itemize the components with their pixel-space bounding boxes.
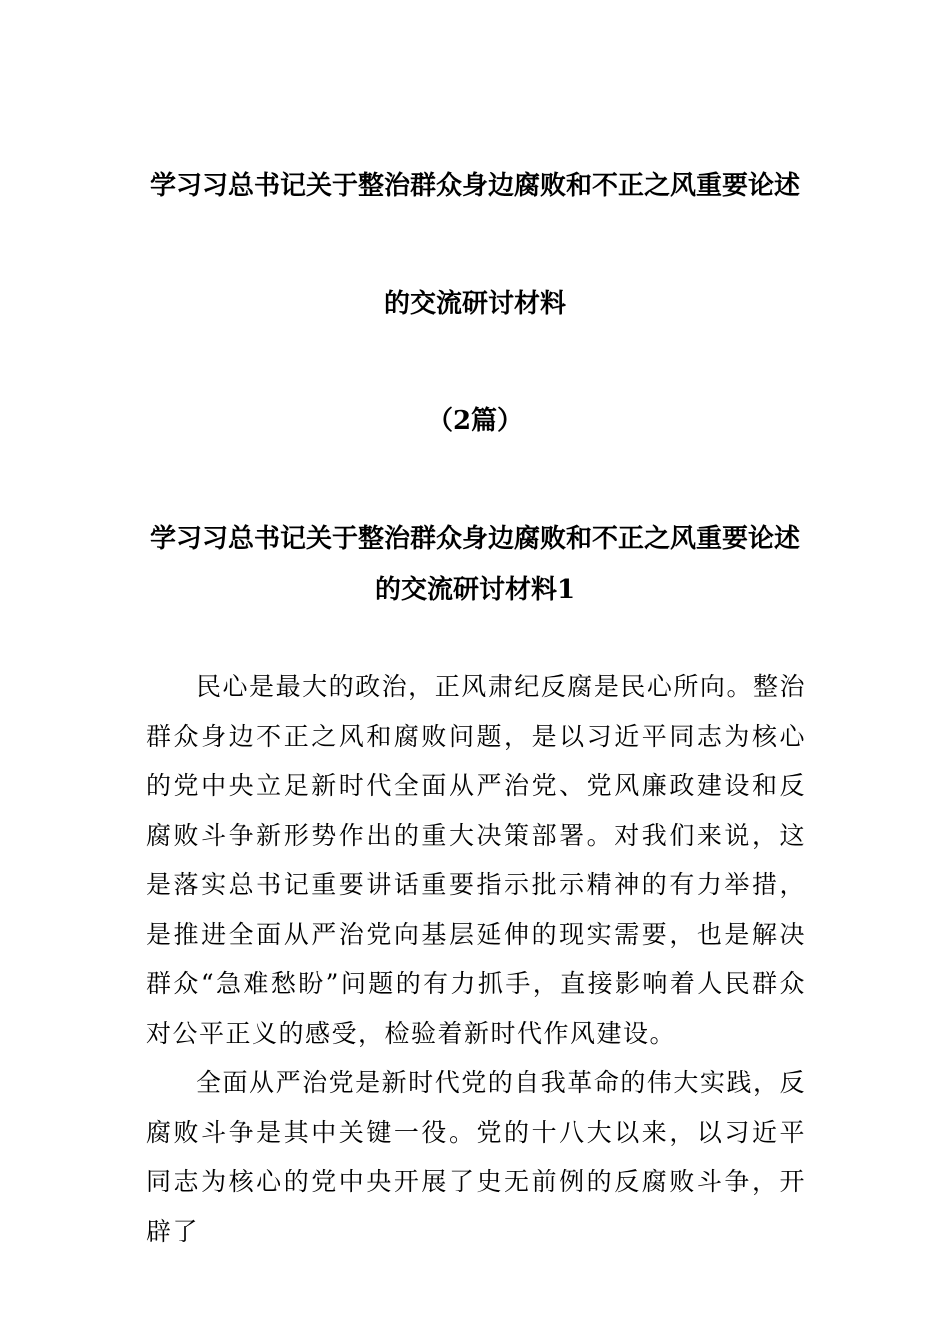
- document-title-line-2: 的交流研讨材料: [383, 289, 566, 319]
- document-title-line-1: 学习习总书记关于整治群众身边腐败和不正之风重要论述: [149, 171, 800, 201]
- article-body: [146, 662, 806, 1256]
- body-paragraph: 全面从严治党是新时代党的自我革命的伟大实践，反腐败斗争是其中关键一役。党的十八大以来，以习近平同志为核心的党中央开展了史无前例的反腐败斗争，开辟了: [146, 1068, 806, 1246]
- body-paragraph: 民心是最大的政治，正风肃纪反腐是民心所向。整治群众身边不正之风和腐败问题，是以习近平同志为核心的党中央立足新时代全面从严治党、党风廉政建设和反腐败斗争新形势作出的重大决策部署。对我们来说，这是落实总书记重要讲话重要指示批示精神的有力举措，是推进全面从严治党向基层延伸的现实需要，也是解决群众“急难愁盼”问题的有力抓手，直接影响着人民群众对公平正义的感受，检验着新时代作风建设。: [146, 672, 806, 1048]
- article-title-line-2: 的交流研讨材料1: [374, 575, 576, 605]
- article-count: （2篇）: [426, 406, 524, 436]
- article-title-line-1: 学习习总书记关于整治群众身边腐败和不正之风重要论述: [149, 524, 800, 554]
